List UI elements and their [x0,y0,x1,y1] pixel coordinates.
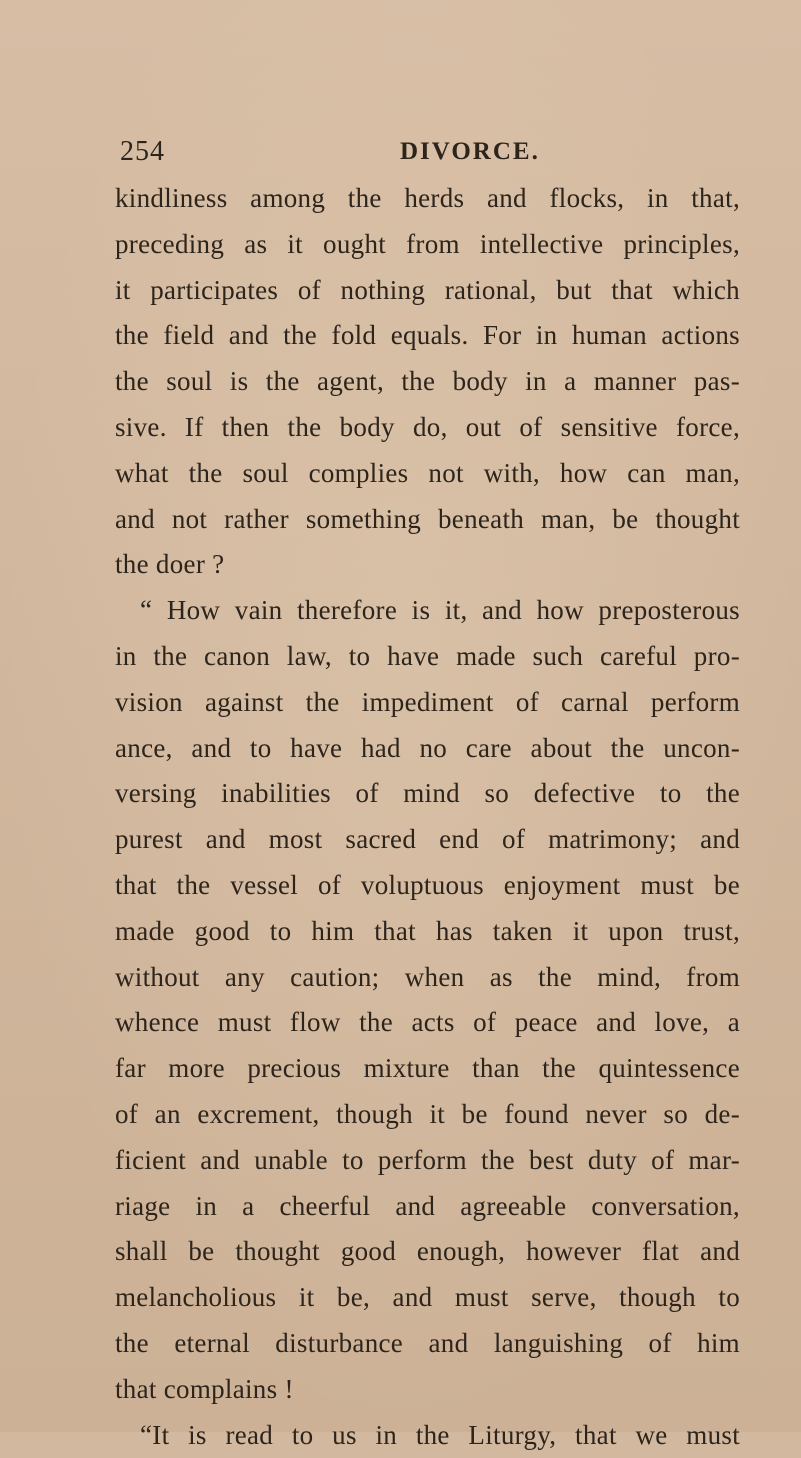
body-text [115,176,740,1458]
text-line: melancholious it be, and must serve, though to [115,1282,740,1313]
text-line: without any caution; when as the mind, from [115,961,740,992]
text-line: ficient and unable to perform the best duty of mar- [115,1144,740,1175]
text-line: purest and most sacred end of matrimony; and [115,824,740,855]
text-line: that complains ! [115,1373,294,1404]
text-line: versing inabilities of mind so defective to the [115,778,740,809]
text-line: and not rather something beneath man, be thought [115,503,740,534]
page-number: 254 [120,136,165,167]
text-line: the soul is the agent, the body in a manner pas- [115,366,740,397]
text-line: vision against the impediment of carnal perform [115,686,740,717]
text-line: of an excrement, though it be found never so de- [115,1098,740,1129]
text-line: made good to him that has taken it upon trust, [115,915,740,946]
text-line: sive. If then the body do, out of sensitive force, [115,411,740,442]
text-line: that the vessel of voluptuous enjoyment must be [115,869,740,900]
text-line: “It is read to us in the Liturgy, that we must [140,1419,740,1450]
page-header [120,136,780,180]
text-line: preceding as it ought from intellective principles, [115,228,740,259]
text-line: whence must flow the acts of peace and love, a [115,1007,740,1038]
text-line: ance, and to have had no care about the uncon- [115,732,740,763]
text-line: the field and the fold equals. For in human actions [115,320,740,351]
text-line: what the soul complies not with, how can man, [115,457,740,488]
text-line: the eternal disturbance and languishing of him [115,1327,740,1358]
text-line: far more precious mixture than the quintessence [115,1053,740,1084]
running-title: DIVORCE. [400,138,540,165]
text-line: “ How vain therefore is it, and how preposterous [140,595,740,626]
text-line: it participates of nothing rational, but that which [115,274,740,305]
text-line: in the canon law, to have made such careful pro- [115,640,740,671]
text-line: kindliness among the herds and flocks, in that, [115,183,740,213]
text-line: shall be thought good enough, however flat and [115,1236,740,1267]
text-line: riage in a cheerful and agreeable conversation, [115,1190,740,1221]
text-line: the doer ? [115,549,225,580]
